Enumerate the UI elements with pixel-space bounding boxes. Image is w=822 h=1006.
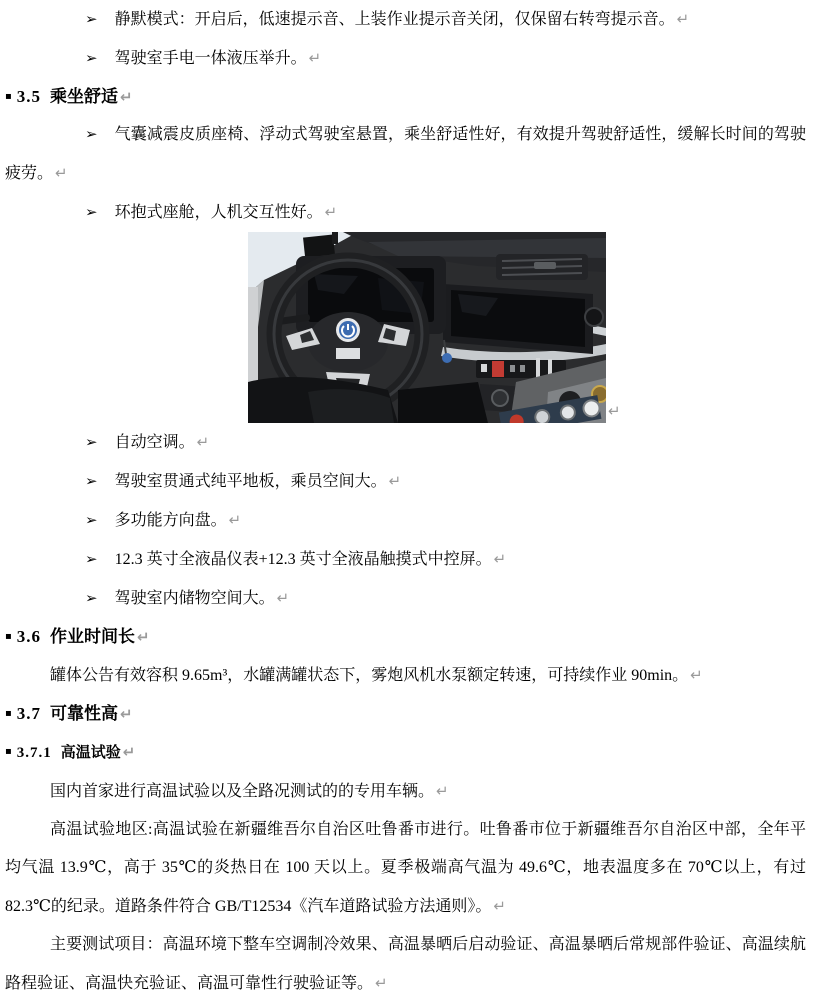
heading-number: 3.6 <box>16 627 42 646</box>
paragraph-mark-icon: ↵ <box>375 974 388 992</box>
list-item-text: 驾驶室内储物空间大。 <box>114 590 275 607</box>
paragraph-mark-icon: ↵ <box>196 433 210 451</box>
list-item-text: 气囊减震皮质座椅、浮动式驾驶室悬置，乘坐舒适性好，有效提升驾驶舒适性，缓解长时间的驾驶疲劳。 <box>5 126 806 182</box>
list-arrow-icon: ➢ <box>85 591 98 607</box>
heading-bullet-icon: ▪ <box>5 746 12 757</box>
heading-number: 3.7 <box>16 704 42 723</box>
paragraph-mark-icon: ↵ <box>676 10 690 28</box>
list-arrow-icon: ➢ <box>85 435 98 451</box>
cab-interior-photo-art <box>248 232 606 423</box>
paragraph-mark-icon: ↵ <box>120 88 133 106</box>
list-arrow-icon: ➢ <box>85 127 98 143</box>
heading-bullet-icon: ▪ <box>5 91 12 102</box>
list-item-lcd-screens <box>5 540 806 579</box>
body-text: 主要测试项目：高温环境下整车空调制冷效果、高温暴晒后启动验证、高温暴晒后常规部件验证、高温续航路程验证、高温快充验证、高温可靠性行驶验证等。 <box>5 936 806 992</box>
list-item-text: 静默模式：开启后，低速提示音、上装作业提示音关闭，仅保留右转弯提示音。 <box>114 11 675 28</box>
heading-number: 3.7.1 <box>16 745 52 761</box>
list-item-storage <box>5 579 806 618</box>
list-item-hydraulic-lift <box>5 39 806 78</box>
paragraph-mark-icon: ↵ <box>137 628 150 646</box>
list-item-text: 自动空调。 <box>114 434 195 451</box>
heading-3-5 <box>5 78 806 116</box>
body-text: 罐体公告有效容积 9.65m³，水罐满罐状态下，雾炮风机水泵额定转速，可持续作业 90min。 <box>50 667 689 684</box>
heading-title: 高温试验 <box>60 745 121 761</box>
center-touchscreen <box>443 284 593 354</box>
body-paragraph-first-test <box>5 772 806 811</box>
body-paragraph-test-region <box>5 811 806 926</box>
heading-3-7 <box>5 695 806 733</box>
paragraph-mark-icon: ↵ <box>228 511 242 529</box>
list-item-text: 驾驶室手电一体液压举升。 <box>114 50 307 67</box>
heading-title: 可靠性高 <box>50 704 119 723</box>
list-arrow-icon: ➢ <box>85 513 98 529</box>
list-item-text: 环抱式座舱，人机交互性好。 <box>114 204 323 221</box>
paragraph-mark-icon: ↵ <box>493 897 506 915</box>
paragraph-mark-icon: ↵ <box>493 550 507 568</box>
list-item-cockpit <box>5 193 806 232</box>
paragraph-mark-icon: ↵ <box>308 49 322 67</box>
heading-title: 作业时间长 <box>50 627 136 646</box>
list-item-text: 12.3 英寸全液晶仪表+12.3 英寸全液晶触摸式中控屏。 <box>114 551 492 568</box>
list-item-flat-floor <box>5 462 806 501</box>
list-arrow-icon: ➢ <box>85 12 98 28</box>
paragraph-mark-icon: ↵ <box>608 402 621 420</box>
paragraph-mark-icon: ↵ <box>55 164 68 182</box>
paragraph-mark-icon: ↵ <box>388 472 402 490</box>
paragraph-mark-icon: ↵ <box>436 782 449 800</box>
list-arrow-icon: ➢ <box>85 205 98 221</box>
paragraph-mark-icon: ↵ <box>324 203 338 221</box>
heading-3-7-1 <box>5 733 806 772</box>
list-item-silent-mode <box>5 0 806 39</box>
paragraph-mark-icon: ↵ <box>276 589 290 607</box>
list-item-text: 多功能方向盘。 <box>114 512 227 529</box>
heading-bullet-icon: ▪ <box>5 631 12 642</box>
cab-interior-photo <box>248 232 806 423</box>
body-paragraph-test-items <box>5 926 806 1003</box>
list-item-text: 驾驶室贯通式纯平地板，乘员空间大。 <box>114 473 387 490</box>
list-item-air-seat <box>5 116 806 193</box>
heading-number: 3.5 <box>16 87 42 106</box>
air-vent <box>496 254 588 280</box>
list-arrow-icon: ➢ <box>85 552 98 568</box>
paragraph-mark-icon: ↵ <box>122 743 136 761</box>
body-text: 国内首家进行高温试验以及全路况测试的的专用车辆。 <box>50 783 435 800</box>
list-item-steering-wheel <box>5 501 806 540</box>
paragraph-mark-icon: ↵ <box>120 705 133 723</box>
paragraph-mark-icon: ↵ <box>690 666 703 684</box>
dash-knob <box>585 308 603 326</box>
heading-3-6 <box>5 618 806 656</box>
heading-bullet-icon: ▪ <box>5 708 12 719</box>
list-arrow-icon: ➢ <box>85 474 98 490</box>
body-text: 高温试验地区:高温试验在新疆维吾尔自治区吐鲁番市进行。吐鲁番市位于新疆维吾尔自治区中部，全年平均气温 13.9℃，高于 35℃的炎热日在 100 天以上。夏季极端高气温为 49.6℃，地表温度多在 70℃以上，有过 82.3℃的纪录。道路条件符合 GB/T12534《汽车道路试验方法通则》。 <box>5 821 806 915</box>
list-arrow-icon: ➢ <box>85 51 98 67</box>
heading-title: 乘坐舒适 <box>50 87 119 106</box>
body-paragraph-tank-capacity <box>5 656 806 695</box>
list-item-auto-ac <box>5 423 806 462</box>
